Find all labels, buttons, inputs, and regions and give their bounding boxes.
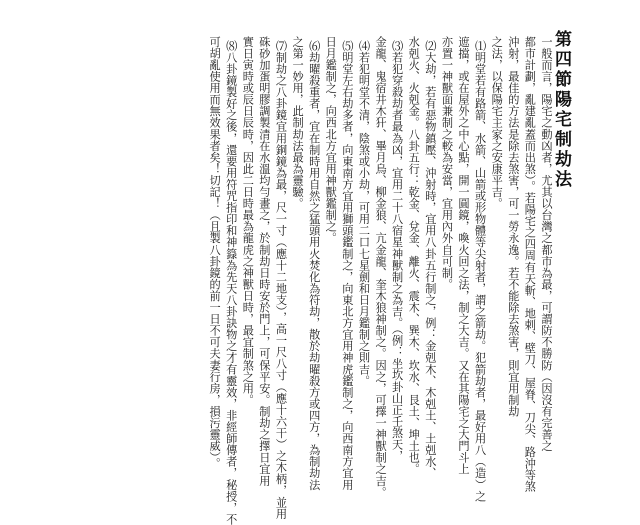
body-text — [206, 36, 554, 525]
text-column: ⑸明堂左右劫多者，向東南方宜用獅頭鑑制之，向東北方宜用神虎鑑制之，向西南方宜用 — [340, 40, 354, 491]
text-column: ⑷若犯明堂不清，陰煞或小劫，可用二口七星劍和日月鑑制之則吉。 — [357, 40, 371, 387]
text-column: 之第一妙用，此制劫法最為靈驗。 — [291, 36, 305, 210]
text-column: ⑴明堂若有路箭、水箭、山箭或形物體等尖射者，謂之箭劫。犯箭劫者，最好用八（造）之 — [473, 40, 487, 502]
section-title: 陽宅制劫法 — [551, 90, 571, 190]
text-column: ⑺制劫之八卦鏡宜用銅鏡為最，尺一寸（應十二地支），高一尺八寸（應十六干）之木柄，並用 — [274, 40, 288, 520]
text-column: 水剋火、火剋金。八卦五行：乾金、兌金、離火、震木、巽木、坎水、艮土、坤土也。 — [407, 36, 421, 475]
text-column: ⑻八卦鏡製好之後，還要用符咒指印和神籙為先天八卦訣物之才有靈效，非經師傳者，秘授，不 — [224, 40, 238, 525]
text-column: 可胡亂使用而無效果者矣！切記！（且製八卦鏡的前一日不可夫妻行房，損污靈威）。 — [208, 36, 222, 470]
text-column: ⑶若犯穿殺劫者最為凶，宜用二十八宿星神獸制之為吉。（例：坐坎卦山正壬煞天， — [390, 40, 404, 462]
text-column: 日月鑑制之，向西北方宜用神獸鑑制之。 — [324, 36, 338, 244]
text-column: 一般而言，陽宅之動凶者，尤其以台灣之都市為最，可謂防不勝防（因沒有完善之 — [540, 36, 553, 452]
section-number: 第四節 — [551, 30, 571, 90]
text-column: ⑵大劫，若有惡物鎮壓、沖射時，宜用八卦五行制之，例：金剋木、木剋土、土剋水、 — [423, 40, 437, 479]
text-column: 硃砂加蛋明膠調製清在水溫均勻畫之，於制劫日時安於門上，可保平安。制劫之擇日宜用 — [257, 36, 271, 487]
text-column: 金龍、鬼宿井木犴、畢月烏、柳金狼、亢金龍、奎木狼神制之。因之，可擇一神獸制之吉。 — [374, 36, 388, 498]
text-column: 之法，以保陽宅主家之安康平吉。 — [490, 36, 504, 210]
text-column: 遮擋，或在屋外之中心點，開一圓鏡，喚火回之法，制之大吉。又在其陽宅之大門斗上 — [457, 36, 471, 475]
text-column: 亦置一神獸面兼制之較為安當，宜用內外自可制。 — [440, 36, 454, 291]
text-column: ⑹劫曜殺重者，宜在制時用自然之猛頭用火焚化為符劫，散於劫曜殺方或四方，為制劫法 — [307, 40, 321, 491]
text-column: 實日寅時或辰日辰時，因此二日時最為龍虎之神獸日時，最宜制煞之用。 — [241, 36, 255, 406]
text-column: 沖射，最佳的方法是除去煞害，可一勞永逸。若不能除去煞害，則宜用制劫 — [506, 36, 520, 418]
text-column: 都市計劃，亂建亂蓋而出煞）。若陽宅之四周有天斬、地剌、壁刀、屋脊、刀尖、路沖等煞 — [523, 36, 537, 493]
